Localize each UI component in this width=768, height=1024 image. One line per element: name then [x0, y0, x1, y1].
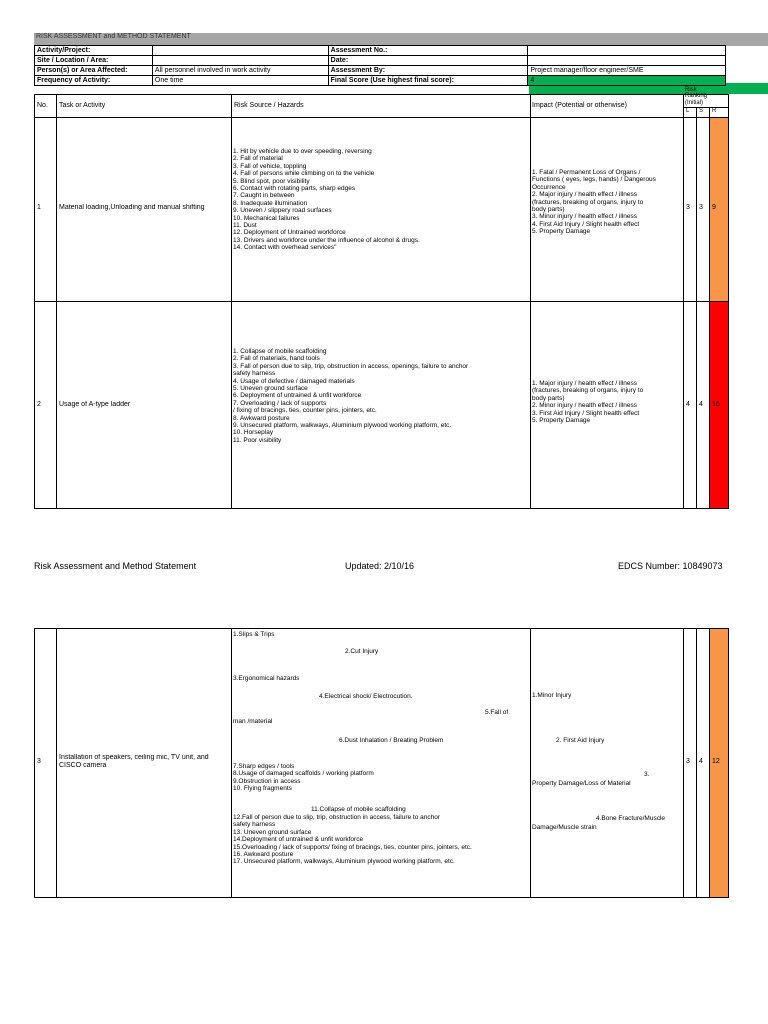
col-divider — [683, 629, 684, 897]
row-3-hazard-6: 6.Dust Inhalation / Breating Problem — [339, 737, 444, 744]
col-header-impact: Impact (Potential or otherwise) — [532, 102, 627, 109]
row-1-task: Material loading,Unloading and manual shifting — [59, 204, 205, 211]
hazard-item: 7.Sharp edges / tools — [233, 763, 295, 770]
frequency-label: Frequency of Activity: — [35, 76, 153, 86]
col-header-risk-ranking — [685, 87, 707, 106]
row-3-likelihood: 3 — [686, 758, 690, 765]
hazard-item: 5. Blind spot, poor visibility — [233, 177, 310, 185]
hazard-item: 11. Poor visibility — [233, 436, 282, 444]
footer-left: Risk Assessment and Method Statement — [34, 561, 197, 571]
hazard-item: 16. Awkward posture — [233, 851, 294, 859]
date-value[interactable] — [528, 56, 726, 66]
hazard-item: 4. Usage of defective / damaged materials — [233, 377, 355, 385]
final-score-value[interactable]: 4 — [528, 76, 726, 86]
col-header-s: S — [699, 108, 704, 114]
activity-label: Activity/Project: — [35, 46, 153, 56]
row-3-hazard-11: 11.Collapse of mobile scaffolding — [311, 806, 406, 813]
row-2-impacts — [532, 380, 682, 424]
persons-label: Person(s) or Area Affected: — [35, 66, 153, 76]
impact-item: body parts) — [532, 206, 565, 214]
row-2-severity: 4 — [699, 401, 703, 408]
row-1-likelihood: 3 — [686, 204, 690, 211]
ranking-label: Ranking — [685, 93, 708, 100]
impact-item: Functions ( eyes, legs, hands) / Dangerous — [532, 176, 656, 184]
hazard-item: 8. Awkward posture — [233, 414, 290, 422]
hazard-item: 12. Deployment of Untrained workforce — [233, 229, 346, 237]
hazard-item: 15.Overloading / lack of supports/ fixing of bracings, ties, counter pins, jointers, etc. — [233, 843, 472, 851]
row-1-risk: 9 — [712, 204, 716, 211]
impact-item: (fractures, breaking of organs, injury to — [532, 387, 644, 395]
row-divider — [35, 301, 728, 302]
hazard-item: 13. Drivers and workforce under the influence of alcohol & drugs. — [233, 236, 420, 244]
hazard-item: 14.Deployment of untrained & unfit workforce — [233, 836, 364, 844]
hazard-item: 1. Hit by vehicle due to over speeding, reversing — [233, 148, 372, 155]
impact-item: Occurrence — [532, 183, 566, 191]
row-divider — [35, 117, 728, 118]
site-value[interactable] — [152, 56, 328, 66]
impact-item: (fractures, breaking of organs, injury to — [532, 198, 644, 206]
activity-value[interactable] — [152, 46, 328, 56]
risk-table-page-2 — [34, 628, 729, 898]
hazard-item: 6. Deployment of untrained & unfit workforce — [233, 392, 362, 400]
col-header-task: Task or Activity — [59, 102, 106, 109]
row-3-hazard-2: 2.Cut Injury — [345, 648, 379, 655]
header-row-persons — [35, 66, 726, 76]
hazard-item: 9. Uneven / slippery road surfaces — [233, 207, 332, 215]
header-row-site — [35, 56, 726, 66]
col-divider — [696, 107, 697, 508]
hazard-item: 10. Flying fragments — [233, 785, 292, 793]
hazard-item: 10. Mechanical failures — [233, 214, 300, 222]
col-header-no: No. — [37, 102, 48, 109]
hazard-item: 9.Obstruction in access — [233, 777, 301, 785]
hazard-item: 8. Inadequate illumination — [233, 199, 308, 207]
hazard-item: 7. Overloading / lack of supports — [233, 399, 327, 407]
row-3-hazard-5b: man /material — [233, 718, 273, 725]
hazard-item: 12.Fall of person due to slip, trip, obstruction in access, failure to anchor — [233, 814, 441, 821]
row-3-severity: 4 — [699, 758, 703, 765]
row-2-no: 2 — [37, 401, 41, 408]
row-1-severity: 3 — [699, 204, 703, 211]
impact-item: 1. Fatal / Permanent Loss of Organs / — [532, 169, 641, 176]
initial-label: (Initial) — [685, 99, 704, 106]
row-3-task: Installation of speakers, ceiling mic, TV unit, and CISCO camera — [59, 754, 209, 769]
col-divider — [231, 629, 232, 897]
row-2-task: Usage of A-type ladder — [59, 401, 131, 408]
impact-item: body parts) — [532, 394, 565, 402]
col-divider — [56, 629, 57, 897]
row-3-impact-3b: Property Damage/Loss of Material — [532, 780, 631, 787]
risk-label: Risk — [685, 87, 697, 93]
document-title: RISK ASSESSMENT and METHOD STATEMENT — [36, 33, 191, 40]
row-3-impact-2: 2. First Aid Injury — [556, 737, 605, 744]
hazard-item: 2. Fall of material — [233, 155, 283, 163]
row-2-likelihood: 4 — [686, 401, 690, 408]
impact-item: 3. Minor injury / health effect / illness — [532, 213, 638, 221]
row-3-hazards-7-10 — [233, 763, 529, 793]
hazard-item: 5. Uneven ground surface — [233, 385, 308, 393]
hazard-item: safety harness — [233, 821, 276, 829]
hazard-item: 17. Unsecured platform, walkways, Aluminium plywood working platform, etc. — [233, 858, 455, 866]
row-3-impact-1: 1.Minor Injury — [532, 692, 572, 699]
col-header-hazards: Risk Source / Hazards — [234, 102, 304, 109]
row-3-hazard-3: 3.Ergonomical hazards — [233, 675, 300, 682]
footer-edcs-number: EDCS Number: 10849073 — [618, 561, 723, 571]
col-divider — [709, 629, 710, 897]
row-3-impact-4b: Damage/Muscle strain — [532, 824, 597, 831]
row-3-risk: 12 — [712, 758, 720, 765]
impact-item: 5. Property Damage — [532, 417, 591, 425]
assessment-no-value[interactable] — [528, 46, 726, 56]
hazard-item: 3. Fall of vehicle, toppling — [233, 162, 307, 170]
assessment-by-label: Assessment By: — [328, 66, 528, 76]
hazard-item: 6. Contact with rotating parts, sharp edges — [233, 185, 356, 193]
row-3-impact-4a: 4.Bone Fracture/Muscle — [596, 815, 666, 822]
impact-item: 5. Property Damage — [532, 228, 591, 236]
header-row-activity — [35, 46, 726, 56]
hazard-item: 4. Fall of persons while climbing on to the vehicle — [233, 170, 375, 178]
assessment-no-label: Assessment No.: — [328, 46, 528, 56]
header-row-frequency — [35, 76, 726, 86]
row-2-hazards — [233, 348, 529, 444]
hazard-item: 9. Unsecured platform, walkways, Aluminium plywood working platform, etc. — [233, 422, 452, 430]
row-1-hazards — [233, 148, 529, 252]
impact-item: 1. Major injury / health effect / illness — [532, 380, 638, 387]
date-label: Date: — [328, 56, 528, 66]
header-info-table — [34, 45, 726, 86]
final-score-label: Final Score (Use highest final score): — [328, 76, 528, 86]
hazard-item: 7. Caught in between — [233, 192, 295, 200]
row-1-no: 1 — [37, 204, 41, 211]
frequency-value[interactable]: One time — [152, 76, 328, 86]
hazard-item: 2. Fall of materials, hand tools — [233, 355, 320, 363]
hazard-item: 14. Contact with overhead services" — [233, 244, 337, 252]
row-3-hazard-1: 1.Slips & Trips — [233, 631, 275, 638]
impact-item: 3. First Aid Injury / Slight health effect — [532, 409, 640, 417]
col-header-r: R — [712, 108, 717, 114]
row-1-impacts — [532, 169, 682, 236]
row-3-hazards-12-17 — [233, 814, 529, 866]
impact-item: 4. First Aid Injury / Slight health effect — [532, 220, 640, 228]
row-3-impact-3a: 3. — [644, 771, 650, 778]
hazard-item: 3. Fall of person due to slip, trip, obstruction in access, openings, failure to anchor — [233, 362, 469, 370]
col-divider — [696, 629, 697, 897]
hazard-item: 10. Horseplay — [233, 429, 274, 437]
footer-updated: Updated: 2/10/16 — [345, 561, 415, 571]
impact-item: 2. Minor injury / health effect / illness — [532, 402, 638, 410]
hazard-item: 13. Uneven ground surface — [233, 828, 312, 836]
row-3-hazard-4: 4.Electrical shock/ Electrocution. — [319, 693, 413, 700]
site-label: Site / Location / Area: — [35, 56, 153, 66]
row-3-no: 3 — [37, 758, 41, 765]
row-3-hazard-5a: 5.Fall of — [485, 709, 509, 716]
col-divider — [709, 107, 710, 508]
row-2-risk: 16 — [712, 401, 720, 408]
hazard-item: 8.Usage of damaged scaffolds / working platform — [233, 770, 374, 778]
hazard-item: safety harness — [233, 370, 276, 378]
hazard-item: / fixing of bracings, ties, counter pins, jointers, etc. — [233, 407, 377, 415]
hazard-item: 1. Collapse of mobile scaffolding — [233, 348, 327, 355]
col-divider — [530, 629, 531, 897]
assessment-by-value[interactable]: Project manager/floor engineer/SME — [528, 66, 726, 76]
risk-table-page-1 — [34, 87, 729, 509]
persons-value[interactable]: All personnel involved in work activity — [152, 66, 328, 76]
row-divider — [683, 107, 728, 108]
hazard-item: 11. Dust — [233, 222, 257, 230]
col-header-l: L — [686, 108, 690, 114]
impact-item: 2. Major injury / health effect / illness — [532, 191, 638, 199]
